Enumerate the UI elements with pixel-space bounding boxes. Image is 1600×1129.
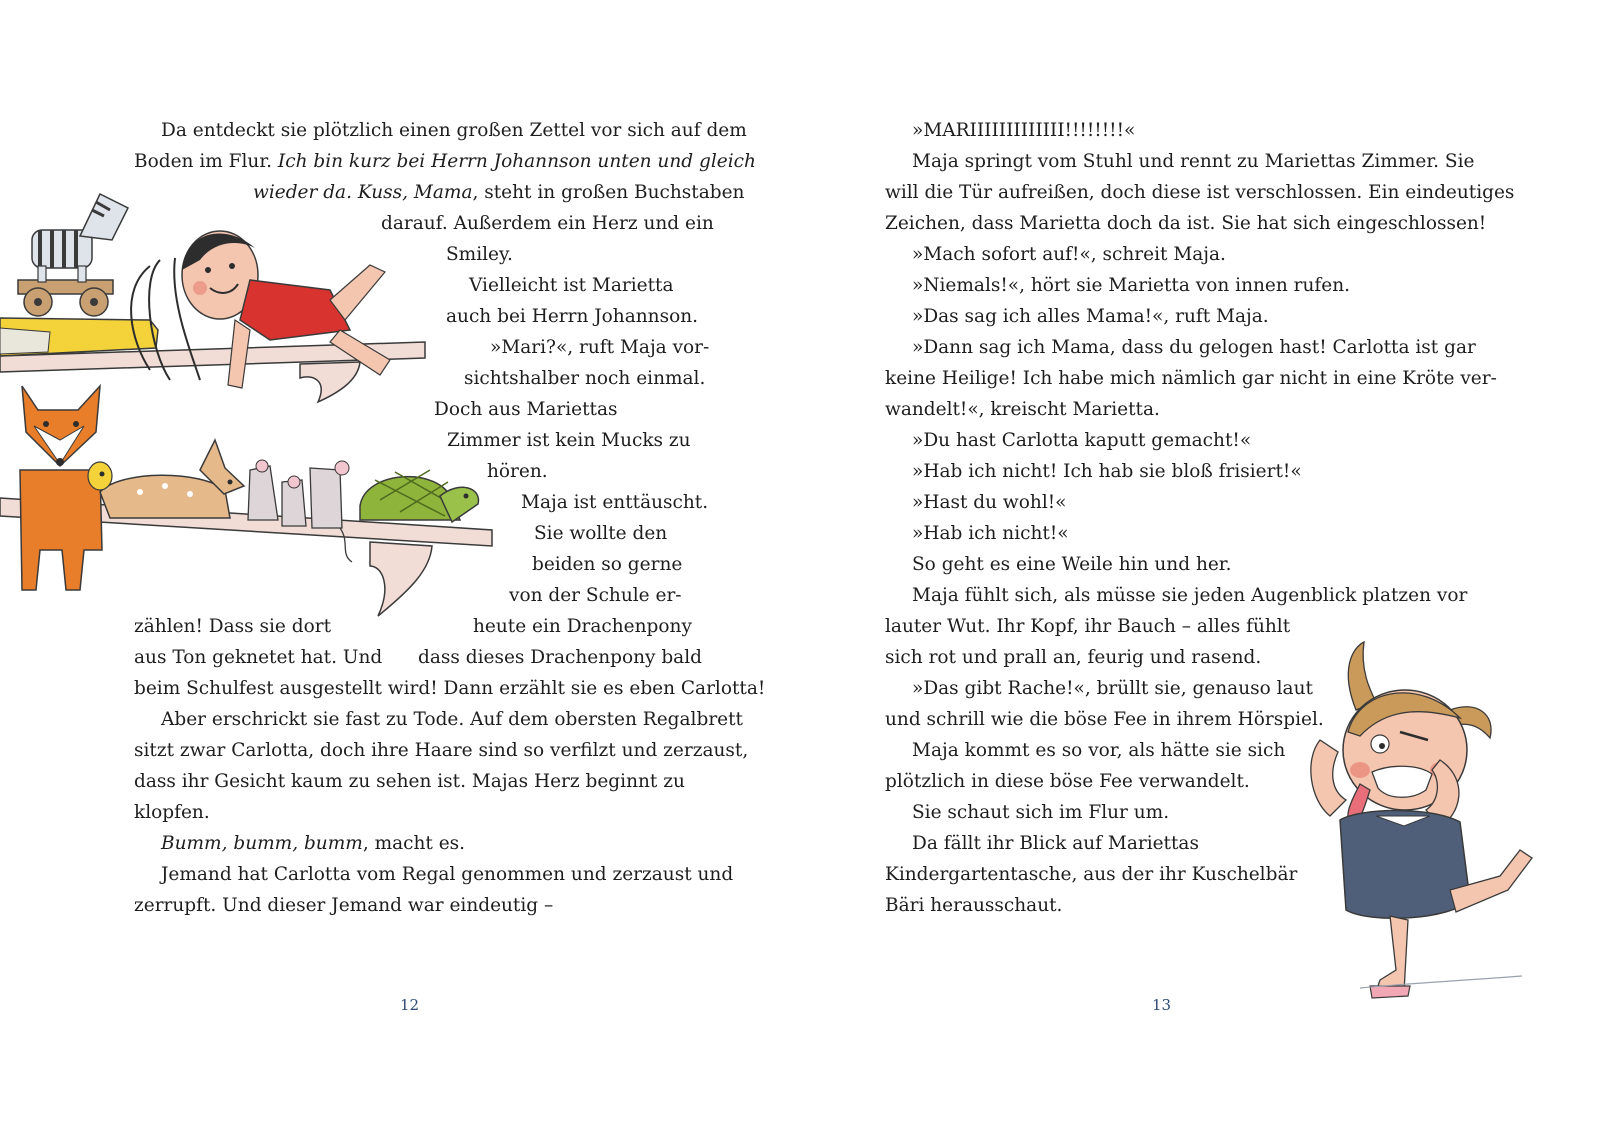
text-line: sichtshalber noch einmal.	[464, 368, 706, 389]
text-line: Da fällt ihr Blick auf Mariettas	[912, 833, 1199, 854]
toy-turtle	[360, 470, 478, 522]
text-line: zählen! Dass sie dort	[134, 616, 332, 637]
text-line: aus Ton geknetet hat. Und	[134, 647, 383, 668]
text-line: plötzlich in diese böse Fee verwandelt.	[885, 771, 1250, 792]
text-line: beiden so gerne	[532, 554, 683, 575]
text-line: Maja fühlt sich, als müsse sie jeden Augenblick platzen vor	[912, 585, 1468, 606]
text-line: »Das sag ich alles Mama!«, ruft Maja.	[912, 306, 1269, 327]
text-line: »Das gibt Rache!«, brüllt sie, genauso laut	[912, 678, 1313, 699]
text-line: dass dieses Drachenpony bald	[418, 647, 702, 668]
text-line: »Niemals!«, hört sie Marietta von innen rufen.	[912, 275, 1351, 296]
text-line: Jemand hat Carlotta vom Regal genommen und zerzaust und	[161, 864, 734, 885]
text-line: keine Heilige! Ich habe mich nämlich gar nicht in eine Kröte ver-	[885, 368, 1497, 389]
text-line: »Mari?«, ruft Maja vor-	[490, 337, 710, 358]
text-line: »Hast du wohl!«	[912, 492, 1067, 513]
text-line: So geht es eine Weile hin und her.	[912, 554, 1232, 575]
text-line: von der Schule er-	[509, 585, 682, 606]
text-line: Da entdeckt sie plötzlich einen großen Zettel vor sich auf dem	[161, 120, 747, 141]
text-line: »MARIIIIIIIIIIIII!!!!!!!!«	[912, 120, 1136, 141]
text-line: Bäri herausschaut.	[885, 895, 1063, 916]
text-line: auch bei Herrn Johannson.	[446, 306, 699, 327]
text-line: lauter Wut. Ihr Kopf, ihr Bauch – alles fühlt	[885, 616, 1291, 637]
text-line: heute ein Drachenpony	[473, 616, 692, 637]
toy-zebra	[18, 194, 128, 316]
angry-girl-illustration	[1300, 640, 1550, 1010]
text-line: wandelt!«, kreischt Marietta.	[885, 399, 1160, 420]
text-line: klopfen.	[134, 802, 210, 823]
text-line: wieder da. Kuss, Mama, steht in großen Buchstaben	[253, 182, 745, 203]
text-line: Doch aus Mariettas	[434, 399, 618, 420]
text-line: Zimmer ist kein Mucks zu	[447, 430, 691, 451]
text-line: dass ihr Gesicht kaum zu sehen ist. Majas Herz beginnt zu	[134, 771, 685, 792]
text-line: und schrill wie die böse Fee in ihrem Hörspiel.	[885, 709, 1324, 730]
text-line: zerrupft. Und dieser Jemand war eindeutig –	[134, 895, 554, 916]
text-line: »Hab ich nicht!«	[912, 523, 1069, 544]
page-number-right: 13	[1152, 996, 1172, 1014]
text-line: Bumm, bumm, bumm, macht es.	[161, 833, 466, 854]
text-line: sich rot und prall an, feurig und rasend.	[885, 647, 1262, 668]
text-line: sitzt zwar Carlotta, doch ihre Haare sind so verfilzt und zerzaust,	[134, 740, 749, 761]
text-line: Maja ist enttäuscht.	[521, 492, 709, 513]
text-line: Maja springt vom Stuhl und rennt zu Mariettas Zimmer. Sie	[912, 151, 1475, 172]
toy-mice	[248, 460, 352, 562]
text-line: Smiley.	[446, 244, 513, 265]
text-line: Boden im Flur. Ich bin kurz bei Herrn Johannson unten und gleich	[134, 151, 756, 172]
text-line: »Mach sofort auf!«, schreit Maja.	[912, 244, 1226, 265]
text-line: darauf. Außerdem ein Herz und ein	[381, 213, 714, 234]
text-line: hören.	[487, 461, 548, 482]
text-line: Zeichen, dass Marietta doch da ist. Sie hat sich eingeschlossen!	[885, 213, 1487, 234]
text-line: will die Tür aufreißen, doch diese ist verschlossen. Ein eindeutiges	[885, 182, 1515, 203]
text-line: Maja kommt es so vor, als hätte sie sich	[912, 740, 1286, 761]
toy-fox	[20, 386, 102, 590]
page-number-left: 12	[400, 996, 420, 1014]
text-line: Aber erschrickt sie fast zu Tode. Auf dem obersten Regalbrett	[161, 709, 743, 730]
text-line: beim Schulfest ausgestellt wird! Dann erzählt sie es eben Carlotta!	[134, 678, 766, 699]
text-line: Vielleicht ist Marietta	[469, 275, 674, 296]
text-line: »Dann sag ich Mama, dass du gelogen hast! Carlotta ist gar	[912, 337, 1476, 358]
text-line: »Hab ich nicht! Ich hab sie bloß frisiert!«	[912, 461, 1302, 482]
text-line: Sie schaut sich im Flur um.	[912, 802, 1170, 823]
text-line: »Du hast Carlotta kaputt gemacht!«	[912, 430, 1252, 451]
text-line: Sie wollte den	[534, 523, 668, 544]
angry-girl	[1311, 642, 1532, 998]
text-line: Kindergartentasche, aus der ihr Kuschelbär	[885, 864, 1298, 885]
toy-fawn	[88, 440, 244, 518]
